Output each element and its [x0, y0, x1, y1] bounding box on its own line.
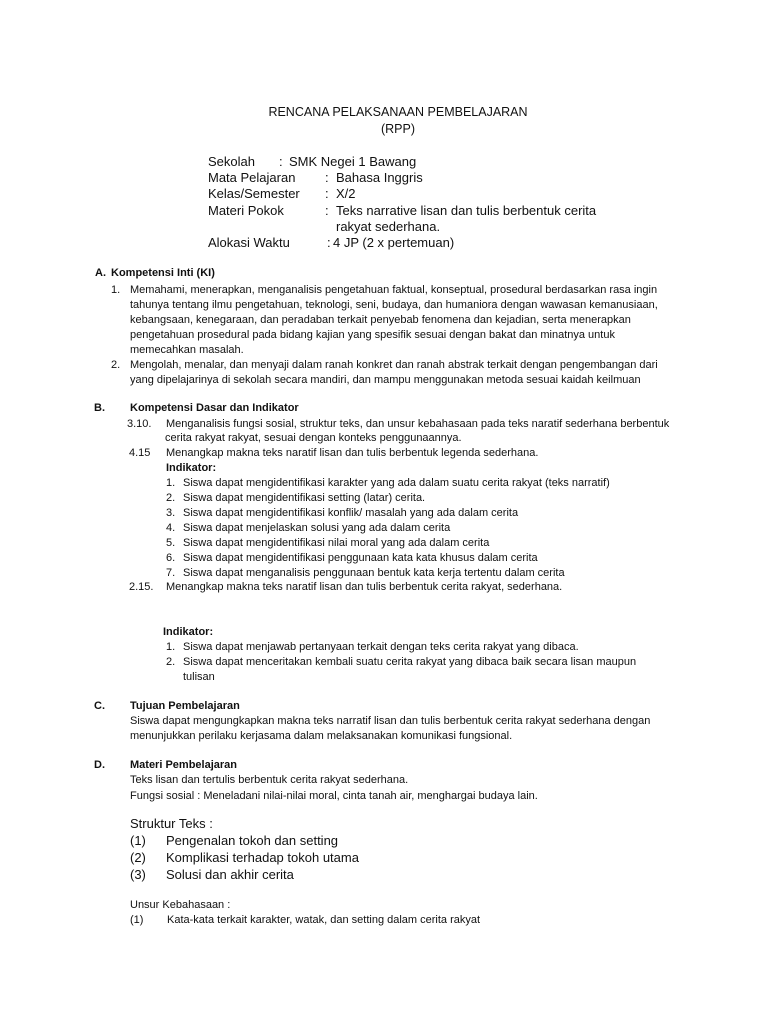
indicator2-number: 1.: [166, 641, 176, 653]
unsur-number: (1): [130, 914, 144, 926]
value-sekolah: SMK Negei 1 Bawang: [289, 154, 417, 169]
indicator-number: 5.: [166, 537, 176, 549]
section-d-title: Materi Pembelajaran: [130, 759, 237, 771]
value-materi-line2: rakyat sederhana.: [336, 219, 441, 234]
indicator2-text: tulisan: [183, 671, 215, 683]
struktur-number: (2): [130, 850, 146, 865]
ki-1-line: pengetahuan prosedural pada bidang kajian yang spesifik sesuai dengan bakat dan minatnya untuk: [130, 329, 615, 341]
indicator-number: 6.: [166, 552, 176, 564]
ki-1-number: 1.: [111, 284, 121, 296]
struktur-item: Komplikasi terhadap tokoh utama: [166, 850, 359, 865]
section-c-line1: Siswa dapat mengungkapkan makna teks narratif lisan dan tulis berbentuk cerita rakyat sederhana dengan: [130, 715, 651, 727]
kd-215-text: Menangkap makna teks naratif lisan dan tulis berbentuk cerita rakyat, sederhana.: [166, 581, 563, 593]
kd-310-line2: cerita rakyat rakyat, sesuai dengan konteks penggunaannya.: [165, 432, 462, 444]
document-title: RENCANA PELAKSANAAN PEMBELAJARAN: [268, 105, 528, 119]
value-materi-line1: Teks narrative lisan dan tulis berbentuk cerita: [336, 203, 597, 218]
indicator2-text: Siswa dapat menjawab pertanyaan terkait dengan teks cerita rakyat yang dibaca.: [183, 641, 579, 653]
indicator-number: 1.: [166, 477, 176, 489]
colon-materi: :: [325, 203, 329, 218]
kd-415-text: Menangkap makna teks naratif lisan dan tulis berbentuk legenda sederhana.: [166, 447, 539, 459]
section-c-line2: menunjukkan perilaku kerjasama dalam melaksanakan komunikasi fungsional.: [130, 730, 513, 742]
indicator-number: 7.: [166, 567, 176, 579]
ki-1-line: tahunya tentang ilmu pengetahuan, teknologi, seni, budaya, dan humaniora dengan wawasan kemanusiaan,: [130, 299, 658, 311]
struktur-item: Pengenalan tokoh dan setting: [166, 833, 339, 848]
struktur-title: Struktur Teks :: [130, 816, 213, 831]
value-mapel: Bahasa Inggris: [336, 170, 423, 185]
ki-1-line: kebangsaan, kenegaraan, dan peradaban terkait penyebab fenomena dan kejadian, serta menerapkan: [130, 314, 631, 326]
indicator-text: Siswa dapat mengidentifikasi setting (latar) cerita.: [183, 492, 426, 504]
indicator-text: Siswa dapat mengidentifikasi konflik/ masalah yang ada dalam cerita: [183, 507, 519, 519]
section-d-line1: Teks lisan dan tertulis berbentuk cerita rakyat sederhana.: [130, 774, 409, 786]
section-c-title: Tujuan Pembelajaran: [130, 700, 240, 712]
label-sekolah: Sekolah: [208, 154, 255, 169]
value-alokasi: 4 JP (2 x pertemuan): [333, 235, 455, 250]
ki-1-line: memecahkan masalah.: [130, 344, 244, 356]
section-b-letter: B.: [94, 402, 105, 414]
indicator-text: Siswa dapat mengidentifikasi nilai moral yang ada dalam cerita: [183, 537, 490, 549]
ki-1-line: Memahami, menerapkan, menganalisis pengetahuan faktual, konseptual, prosedural berdasarkan rasa ingin: [130, 284, 658, 296]
label-materi: Materi Pokok: [208, 203, 284, 218]
kd-215-number: 2.15.: [129, 581, 154, 593]
indicator2-text: Siswa dapat menceritakan kembali suatu cerita rakyat yang dibaca baik secara lisan maupun: [183, 656, 637, 668]
indikator-label: Indikator:: [166, 462, 217, 474]
section-a-title: Kompetensi Inti (KI): [111, 267, 215, 279]
ki-2-line: yang dipelajarinya di sekolah secara mandiri, dan mampu menggunakan metoda sesuai kaidah keilmuan: [130, 374, 641, 386]
indicator-text: Siswa dapat menganalisis penggunaan bentuk kata kerja tertentu dalam cerita: [183, 567, 565, 579]
unsur-item: Kata-kata terkait karakter, watak, dan setting dalam cerita rakyat: [167, 914, 481, 926]
value-kelas: X/2: [336, 186, 356, 201]
colon-alokasi: :: [327, 235, 331, 250]
kd-310-number: 3.10.: [127, 418, 152, 430]
ki-2-line: Mengolah, menalar, dan menyaji dalam ranah konkret dan ranah abstrak terkait dengan pengembangan dari: [130, 359, 658, 371]
indikator2-label: Indikator:: [163, 626, 214, 638]
unsur-title: Unsur Kebahasaan :: [130, 899, 231, 911]
section-d-line2: Fungsi sosial : Meneladani nilai-nilai moral, cinta tanah air, menghargai budaya lain.: [130, 790, 538, 802]
label-mapel: Mata Pelajaran: [208, 170, 296, 185]
document-subtitle: (RPP): [380, 122, 416, 136]
indicator2-number: 2.: [166, 656, 176, 668]
indicator-number: 4.: [166, 522, 176, 534]
indicator-number: 2.: [166, 492, 176, 504]
kd-310-line1: Menganalisis fungsi sosial, struktur teks, dan unsur kebahasaan pada teks naratif sederhana berbentuk: [166, 418, 670, 430]
label-alokasi: Alokasi Waktu: [208, 235, 290, 250]
struktur-number: (1): [130, 833, 146, 848]
label-kelas: Kelas/Semester: [208, 186, 300, 201]
section-b-title: Kompetensi Dasar dan Indikator: [130, 402, 299, 414]
struktur-item: Solusi dan akhir cerita: [166, 867, 294, 882]
colon-kelas: :: [325, 186, 329, 201]
section-c-letter: C.: [94, 700, 105, 712]
section-d-letter: D.: [94, 759, 105, 771]
colon-sekolah: :: [279, 154, 283, 169]
kd-415-number: 4.15: [129, 447, 151, 459]
colon-mapel: :: [325, 170, 329, 185]
indicator-text: Siswa dapat menjelaskan solusi yang ada dalam cerita: [183, 522, 451, 534]
indicator-number: 3.: [166, 507, 176, 519]
indicator-text: Siswa dapat mengidentifikasi penggunaan kata kata khusus dalam cerita: [183, 552, 538, 564]
indicator-text: Siswa dapat mengidentifikasi karakter yang ada dalam suatu cerita rakyat (teks narratif): [183, 477, 610, 489]
struktur-number: (3): [130, 867, 146, 882]
ki-2-number: 2.: [111, 359, 121, 371]
section-a-letter: A.: [95, 267, 106, 279]
